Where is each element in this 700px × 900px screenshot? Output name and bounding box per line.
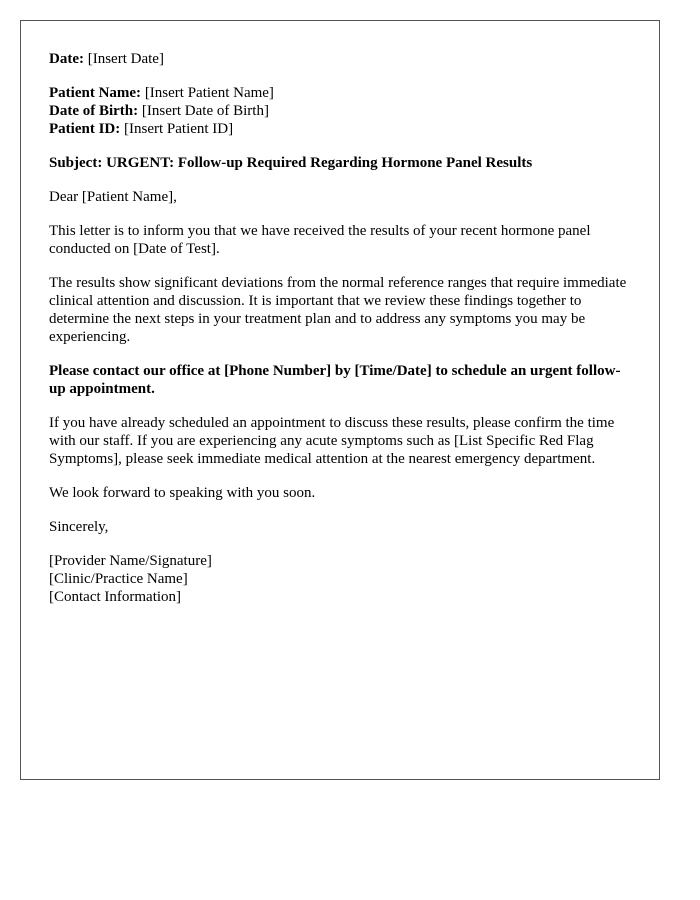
closing-line: We look forward to speaking with you soon. (49, 485, 316, 501)
patient-name-value: [Insert Patient Name] (144, 85, 274, 101)
signature-contact: [Contact Information] (49, 589, 182, 605)
urgent-notice (49, 362, 631, 398)
dob-label: Date of Birth: (49, 103, 139, 119)
paragraph-intro: This letter is to inform you that we have received the results of your recent hormone panel conducted on [Date of Test]. (49, 223, 591, 257)
subject-text: Subject: URGENT: Follow-up Required Regarding Hormone Panel Results (49, 155, 533, 171)
subject-line (49, 154, 631, 172)
date-value: [Insert Date] (87, 51, 164, 67)
urgent-notice-text: Please contact our office at [Phone Number] by [Time/Date] to schedule an urgent follow-up appointment. (49, 363, 621, 397)
salutation: Dear [Patient Name], (49, 189, 177, 205)
paragraph-results: The results show significant deviations from the normal reference ranges that require immediate clinical attention and discussion. It is important that we review these findings together to determine the next steps in your treatment plan and to address any symptoms you may be experiencing. (49, 275, 627, 345)
letter-document (20, 20, 660, 780)
date-line (49, 50, 631, 68)
patient-id-label: Patient ID: (49, 121, 121, 137)
date-label: Date: (49, 51, 84, 67)
dob-line (49, 102, 631, 120)
sign-off: Sincerely, (49, 519, 109, 535)
patient-info (49, 84, 631, 138)
patient-id-line (49, 120, 631, 138)
signature-block (49, 552, 631, 606)
patient-name-label: Patient Name: (49, 85, 142, 101)
patient-id-value: [Insert Patient ID] (124, 121, 234, 137)
signature-clinic: [Clinic/Practice Name] (49, 571, 188, 587)
patient-name-line (49, 84, 631, 102)
signature-provider: [Provider Name/Signature] (49, 553, 212, 569)
dob-value: [Insert Date of Birth] (141, 103, 269, 119)
paragraph-instructions: If you have already scheduled an appointment to discuss these results, please confirm the time with our staff. If you are experiencing any acute symptoms such as [List Specific Red Flag Symptoms], please seek immediate medical attention at the nearest emergency department. (49, 415, 615, 467)
